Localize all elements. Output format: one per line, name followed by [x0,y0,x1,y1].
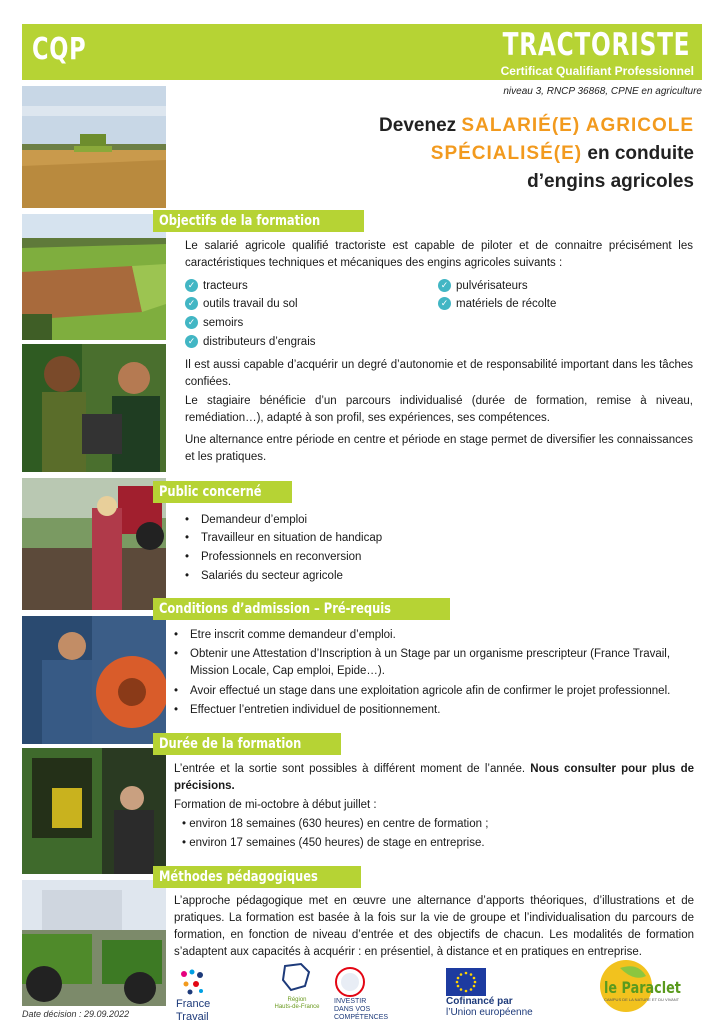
check-item [438,279,528,293]
photo-workshop [22,616,166,744]
objectifs-intro: Le salarié agricole qualifié tractoriste est capable de piloter et de connaitre précisément les caractéristiques techniques et mécaniques des engins agricoles suivants : [185,240,693,269]
logo2-line: Hauts-de-France [274,1004,320,1010]
section-title-text: Conditions d’admission – Pré-requis [159,601,392,617]
duree-item: • environ 17 semaines (450 heures) de stage en entreprise. [182,837,485,849]
bullet: • [174,704,179,716]
condition-text: Effectuer l’entretien individuel de positionnement. [190,704,441,716]
check-item [438,297,556,311]
check-label: outils travail du sol [203,298,298,310]
logo2-line: Région [287,997,307,1003]
photo-field-tractor [22,478,166,610]
check-icon: ✓ [185,335,198,348]
condition-item [174,702,694,719]
section-title-text: Objectifs de la formation [159,213,321,229]
duree-item-text: environ 17 semaines (450 heures) de stage en entreprise. [189,837,485,849]
section-title-conditions [153,598,450,620]
condition-text: Avoir effectué un stage dans une exploitation agricole afin de confirmer le projet professionnel. [190,685,671,697]
section-title-objectifs [153,210,364,232]
logo4-line: Cofinancé par [446,996,513,1007]
photo-tractors-yard [22,880,166,1006]
public-item: • Demandeur d’emploi [185,513,307,527]
check-icon: ✓ [185,279,198,292]
check-label: pulvérisateurs [456,280,528,292]
methodes-text: L’approche pédagogique met en œuvre une alternance d’apports théoriques, d’illustrations et de pratiques. La formation est basée à la fois sur la vie de groupe et l’individualisation du parcours de formation, en fonction de niveau d’entrée et des objectifs de chacun. Les modalités de formation s’adaptent aux capacités à acquérir : en présentiel, à distance et en pratiques en entreprise. [174,895,694,958]
objectifs-para-1: Il est aussi capable d’acquérir un degré d’autonomie et de responsabilité important dans les tâches confiées. [185,359,693,388]
section-title-duree [153,733,341,755]
logo-investir-competences [334,966,388,1022]
duree-item: • environ 18 semaines (630 heures) en centre de formation ; [182,818,489,830]
bullet: • [174,648,179,660]
check-item [185,335,316,349]
logo3-line: COMPÉTENCES [334,1014,389,1021]
check-item [185,297,298,311]
headline-highlight-1: SALARIÉ(E) AGRICOLE [461,115,694,136]
condition-text: Etre inscrit comme demandeur d’emploi. [190,629,396,641]
photo-harvest-field [22,86,166,208]
logo1-line: Travail [176,1011,209,1023]
condition-item [174,646,694,680]
check-item [185,279,248,293]
logo-union-europeenne [446,968,533,1018]
check-icon: ✓ [185,297,198,310]
check-icon: ✓ [438,279,451,292]
section-title-text: Public concerné [159,484,262,500]
section-title-methodes [153,866,361,888]
headline-highlight-2: SPÉCIALISÉ(E) [430,143,583,164]
duree-period: Formation de mi-octobre à début juillet : [174,799,377,811]
check-label: semoirs [203,317,244,329]
logo3-line: INVESTIR [334,998,367,1005]
header-banner [22,24,702,80]
check-item [185,316,243,330]
logo5-text: le Paraclet [604,978,681,997]
objectifs-para-3: Une alternance entre période en centre et période en stage permet de diversifier les connaissances et les pratiques. [185,434,693,463]
logo5-tagline: CAMPUS DE LA NATURE ET DU VIVANT [604,997,680,1002]
logo-region-hauts-de-france [272,962,322,1011]
public-item: • Travailleur en situation de handicap [185,531,382,545]
section-title-text: Durée de la formation [159,736,302,752]
objectifs-para-2: Le stagiaire bénéficie d’un parcours individualisé (durée de formation, remise à niveau, remédiation…), adapté à son profil, ses expériences, ses compétences. [185,395,693,424]
photo-mechanics-students [22,344,166,472]
section-title-text: Méthodes pédagogiques [159,869,318,885]
cqp-badge: CQP [32,32,87,67]
condition-text: Obtenir une Attestation d’Inscription à un Stage par un organisme prescripteur (France Travail, Mission Locale, Cap emploi, Epide…). [190,648,671,677]
check-icon: ✓ [438,297,451,310]
duree-item-text: environ 18 semaines (630 heures) en centre de formation ; [189,818,489,830]
condition-item [174,683,694,700]
logo4-line: l’Union européenne [446,1007,533,1018]
check-label: matériels de récolte [456,298,557,310]
headline-prefix: Devenez [379,115,462,136]
logo-le-paraclet [598,954,694,1002]
check-label: tracteurs [203,280,248,292]
check-icon: ✓ [185,316,198,329]
page-title: TRACTORISTE [502,27,690,63]
condition-item [174,627,694,644]
headline [254,112,694,196]
bullet: • [174,685,179,697]
photo-landscape [22,214,166,340]
logo3-line: DANS VOS [334,1006,371,1013]
logo-france-travail [176,966,212,1024]
duree-para [174,761,694,795]
logo1-line: France [176,998,211,1010]
niveau-info: niveau 3, RNCP 36868, CPNE en agriculture [503,86,702,97]
section-title-public [153,481,292,503]
decision-date: Date décision : 29.09.2022 [22,1009,130,1019]
duree-text: L’entrée et la sortie sont possibles à différent moment de l’année. [174,763,531,775]
headline-suffix: en conduite [582,143,694,164]
check-label: distributeurs d’engrais [203,336,316,348]
public-item: • Professionnels en reconversion [185,550,361,564]
headline-line3: d’engins agricoles [527,171,694,192]
bullet: • [174,629,179,641]
duree-bold-text: Nous consulter pour plus de précisions. [174,763,694,792]
page-subtitle: Certificat Qualifiant Professionnel [500,64,694,78]
photo-tractor-cabin [22,748,166,874]
public-item: • Salariés du secteur agricole [185,569,343,583]
